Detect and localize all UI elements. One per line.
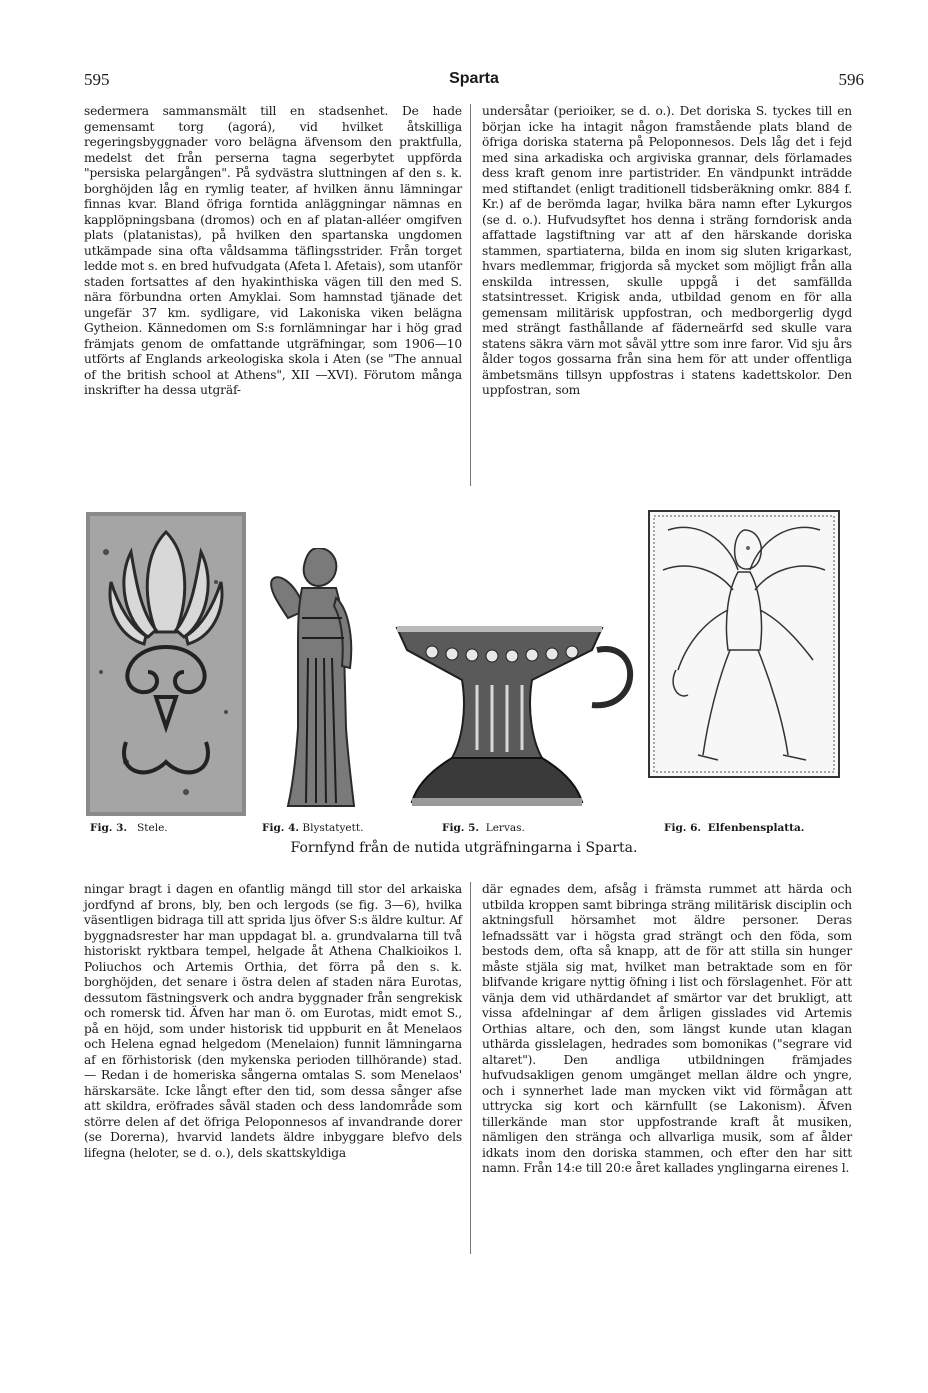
column-top-right [482,104,852,399]
caption-fig3-number: Fig. 3. [90,822,128,834]
figure-clay-vase [392,620,644,810]
caption-fig4 [262,822,363,834]
caption-fig4-label: Blystatyett. [302,822,364,834]
column-bottom-left [84,882,462,1161]
caption-fig3 [90,822,168,834]
caption-fig6 [664,822,804,834]
figure-stele [86,512,246,816]
column-top-left [84,104,462,399]
caption-fig5-label: Lervas. [485,822,525,834]
caption-fig6-label: Elfenbensplatta. [707,822,805,834]
figure-captions [84,822,864,840]
figure-lead-statuette [258,548,374,810]
caption-fig4-number: Fig. 4. [262,822,300,834]
figure-ivory-plaque [648,510,840,778]
paragraph: där egnades dem, afsåg i främsta rummet att härda och utbilda kroppen samt bibringa sträng militärisk disciplin och aktningsfull hörsamhet mot äldre personer. Deras lefnadssätt var i högsta grad strängt och den föda, som bestods dem, ofta så knapp, att de för att stilla sin hunger måste stjäla sig mat, hvilket man betraktade som en för blifvande krigare nyttig öfning i list och förslagenhet. För att vänja dem vid uthärdandet af smärtor var det brukligt, att vissa afdelningar af dem årligen gisslades vid Artemis Orthias altare, och den, som längst kunde utan klagan uthärda gisslelagen, hedrades som bomonikas ("segrare vid altaret"). Den andliga utbildningen främjades hufvudsakligen genom umgänget mellan äldre och yngre, och i synnerhet lade man mycken vikt vid förmågan att uttrycka sig kort och kärnfullt (se Lakonism). Äfven tillerkände man stor uppfostrande kraft åt musiken, nämligen den stränga och allvarliga musik, som af ålder idkats inom den doriska stammen, och efter den har sitt namn. Från 14:e till 20:e året kallades ynglingarna eirenes l. [482,882,852,1175]
paragraph: ningar bragt i dagen en ofantlig mängd till stor del arkaiska jordfynd af brons, bly, ben och lergods (se fig. 3—6), hvilka väsentligen bidraga till att sprida ljus öfver S:s äldre kultur. Af byggnadsrester har man uppdagat bl. a. grundvalarna till två historiskt ryktbara tempel, helgade åt Athena Chalkioikos l. Poliuchos och Artemis Orthia, det förra på den s. k. borghöjden, det senare i östra delen af staden nära Eurotas, dessutom fästningsverk och andra byggnader från sengrekisk och romersk tid. Äfven har man ö. om Eurotas, midt emot S., på en höjd, som under historisk tid uppburit en åt Menelaos och Helena egnad helgedom (Menelaion) funnit lämningarna af en förhistorisk (den mykenska perioden tillhörande) stad. — Redan i de homeriska sångerna omtalas S. som Menelaos' härskarsäte. Icke långt efter den tid, som dessa sånger afse att skildra, eröfrades såväl staden och dess landområde som större delen af det öfriga Peloponnesos af invandrande dorer (se Dorerna), hvarvid landets äldre inbyggare blefvo dels lifegna (heloter, se d. o.), dels skattskyldiga [84,882,462,1160]
caption-fig3-label: Stele. [137,822,168,834]
left-page-number: 595 [84,70,110,89]
column-divider [470,104,471,486]
page-header [84,70,864,94]
figure-group-title: Fornfynd från de nutida utgräfningarna i Sparta. [290,840,638,856]
caption-fig6-number: Fig. 6. [664,822,702,834]
column-divider [470,882,471,1254]
running-title: Sparta [449,70,499,87]
paragraph: undersåtar (perioiker, se d. o.). Det doriska S. tyckes till en början icke ha intagit någon framstående plats bland de öfriga doriska staterna på Peloponnesos. Dels låg det i fejd med sina arkadiska och argiviska grannar, dels förlamades dess kraft genom inre partistrider. En vändpunkt inträdde med stiftandet (enligt traditionell tidsberäkning omkr. 884 f. Kr.) af de berömda lagar, hvilka bära namn efter Lykurgos (se d. o.). Hufvudsyftet hos denna i sträng forndorisk anda affattade lagstiftning var att af den härskande doriska stammen, spartiaterna, bilda en inom sig sluten krigarkast, hvars medlemmar, frigjorda så mycket som möjligt från alla enskilda intressen, skulle uppgå i det samfällda statsintresset. Krigisk anda, utbildad genom en för alla gemensam militärisk uppfostran, och medborgerlig dygd med strängt fasthållande af fäderneärfd sed skulle vara statens säkra värn mot såväl yttre som inre faror. Vid sju års ålder togos gossarna från sina hem för att under offentliga ämbetsmäns tillsyn uppfostras i statens kadettskolor. Den uppfostran, som [482,104,852,397]
paragraph: sedermera sammansmält till en stadsenhet. De hade gemensamt torg (agorá), vid hvilket åtskilliga regeringsbyggnader voro belägna äfvensom den praktfulla, medelst det från perserna tagna segerbytet uppförda "persiska pelargången". På sydvästra sluttningen af den s. k. borghöjden låg en rymlig teater, af hvilken ännu lämningar finnas kvar. Bland öfriga forntida anläggningar nämnas en kapplöpningsbana (dromos) och en af platan-alléer omgifven plats (platanistas), på hvilken den spartanska ungdomen utkämpade sina ofta våldsamma täflingsstrider. Från torget ledde mot s. en bred hufvudgata (Afeta l. Afetais), som utanför staden fortsattes af den hyakinthiska vägen till den med S. nära förbundna orten Amyklai. Som hamnstad tjänade det ungefär 37 km. sydligare, vid Lakoniska viken belägna Gytheion. Kännedomen om S:s fornlämningar har i hög grad främjats genom de omfattande utgräfningar, som 1906—10 utförts af Englands arkeologiska skola i Aten (se "The annual of the british school at Athens", XII —XVI). Förutom många inskrifter ha dessa utgräf- [84,104,462,397]
right-page-number: 596 [838,70,864,89]
caption-fig5-number: Fig. 5. [442,822,480,834]
caption-fig5 [442,822,525,834]
column-bottom-right [482,882,852,1177]
